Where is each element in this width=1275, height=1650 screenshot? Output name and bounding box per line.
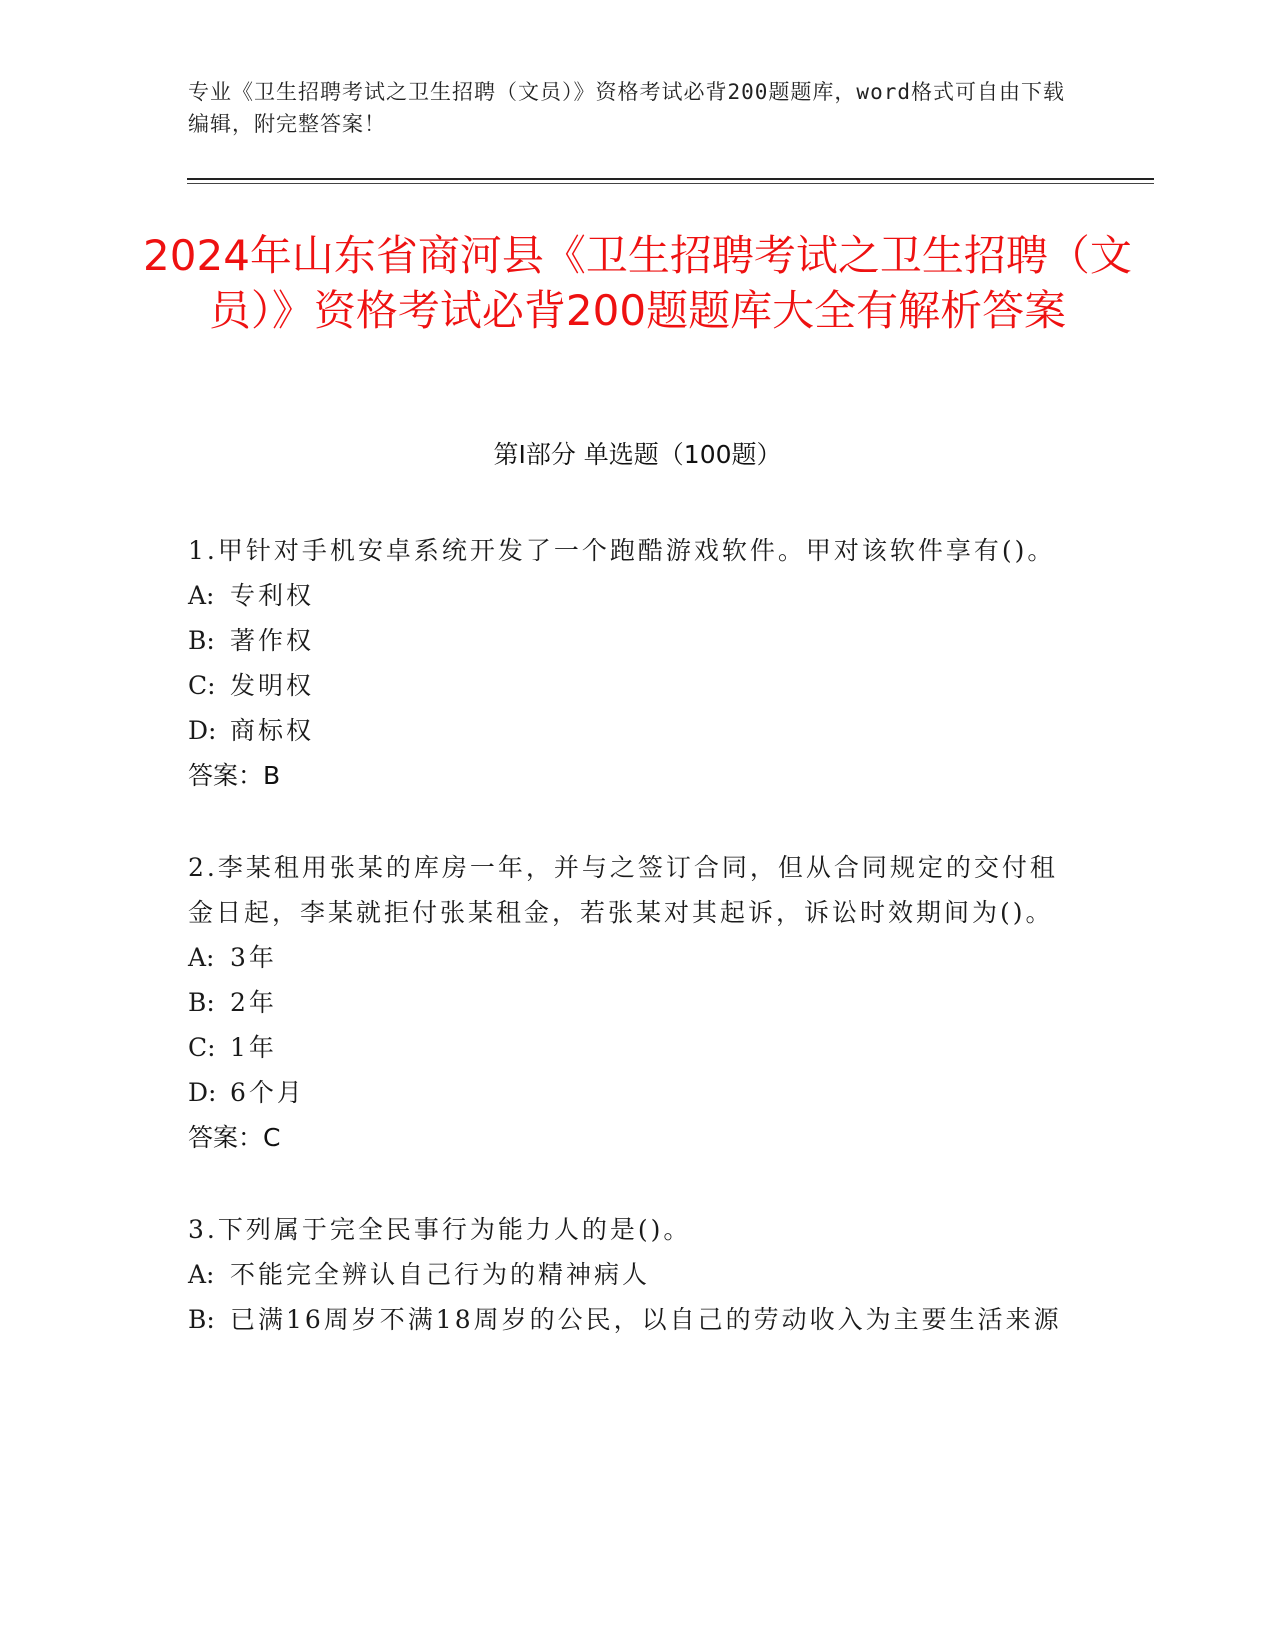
- option-c: [188, 663, 1068, 708]
- option-b: [188, 618, 1068, 663]
- option-key: B:: [188, 988, 215, 1017]
- option-text: 发明权: [230, 671, 315, 700]
- option-b: [188, 1297, 1068, 1342]
- option-d: [188, 708, 1068, 753]
- header-divider-thin: [187, 183, 1154, 184]
- header-note: 专业《卫生招聘考试之卫生招聘（文员）》资格考试必背200题题库，word格式可自由下载编辑，附完整答案！: [188, 80, 1065, 136]
- option-text: 不能完全辨认自己行为的精神病人: [230, 1260, 651, 1289]
- document-title: 2024年山东省商河县《卫生招聘考试之卫生招聘（文员）》资格考试必背200题题库大全有解析答案: [143, 231, 1132, 335]
- option-key: A:: [188, 1260, 215, 1289]
- option-text: 6个月: [230, 1078, 305, 1107]
- option-text: 商标权: [230, 716, 315, 745]
- option-key: B:: [188, 626, 215, 655]
- option-d: [188, 1070, 1068, 1115]
- answer-line: 答案：C: [188, 1123, 281, 1152]
- question-stem: 1.甲针对手机安卓系统开发了一个跑酷游戏软件。甲对该软件享有()。: [188, 536, 1056, 565]
- option-c: [188, 1025, 1068, 1070]
- option-key: A:: [188, 943, 215, 972]
- option-text: 2年: [230, 988, 277, 1017]
- option-text: 已满16周岁不满18周岁的公民，以自己的劳动收入为主要生活来源: [230, 1305, 1062, 1334]
- option-a: [188, 1252, 1068, 1297]
- option-key: B:: [188, 1305, 215, 1334]
- option-a: [188, 573, 1068, 618]
- question-item: [188, 528, 1068, 798]
- question-stem: 2.李某租用张某的库房一年，并与之签订合同，但从合同规定的交付租金日起，李某就拒付张某租金，若张某对其起诉，诉讼时效期间为()。: [188, 853, 1058, 927]
- option-key: A:: [188, 581, 215, 610]
- question-item: [188, 845, 1068, 1160]
- question-list: [188, 528, 1068, 1389]
- question-item: [188, 1207, 1068, 1342]
- option-text: 3年: [230, 943, 277, 972]
- option-key: D:: [188, 716, 217, 745]
- option-key: D:: [188, 1078, 217, 1107]
- question-stem: 3.下列属于完全民事行为能力人的是()。: [188, 1215, 692, 1244]
- option-text: 1年: [230, 1033, 277, 1062]
- section-heading: 第Ⅰ部分 单选题（100题）: [493, 440, 782, 469]
- option-key: C:: [188, 671, 216, 700]
- answer-line: 答案：B: [188, 761, 281, 790]
- option-key: C:: [188, 1033, 216, 1062]
- header-divider-thick: [187, 178, 1154, 180]
- option-a: [188, 935, 1068, 980]
- option-b: [188, 980, 1068, 1025]
- option-text: 专利权: [230, 581, 315, 610]
- option-text: 著作权: [230, 626, 315, 655]
